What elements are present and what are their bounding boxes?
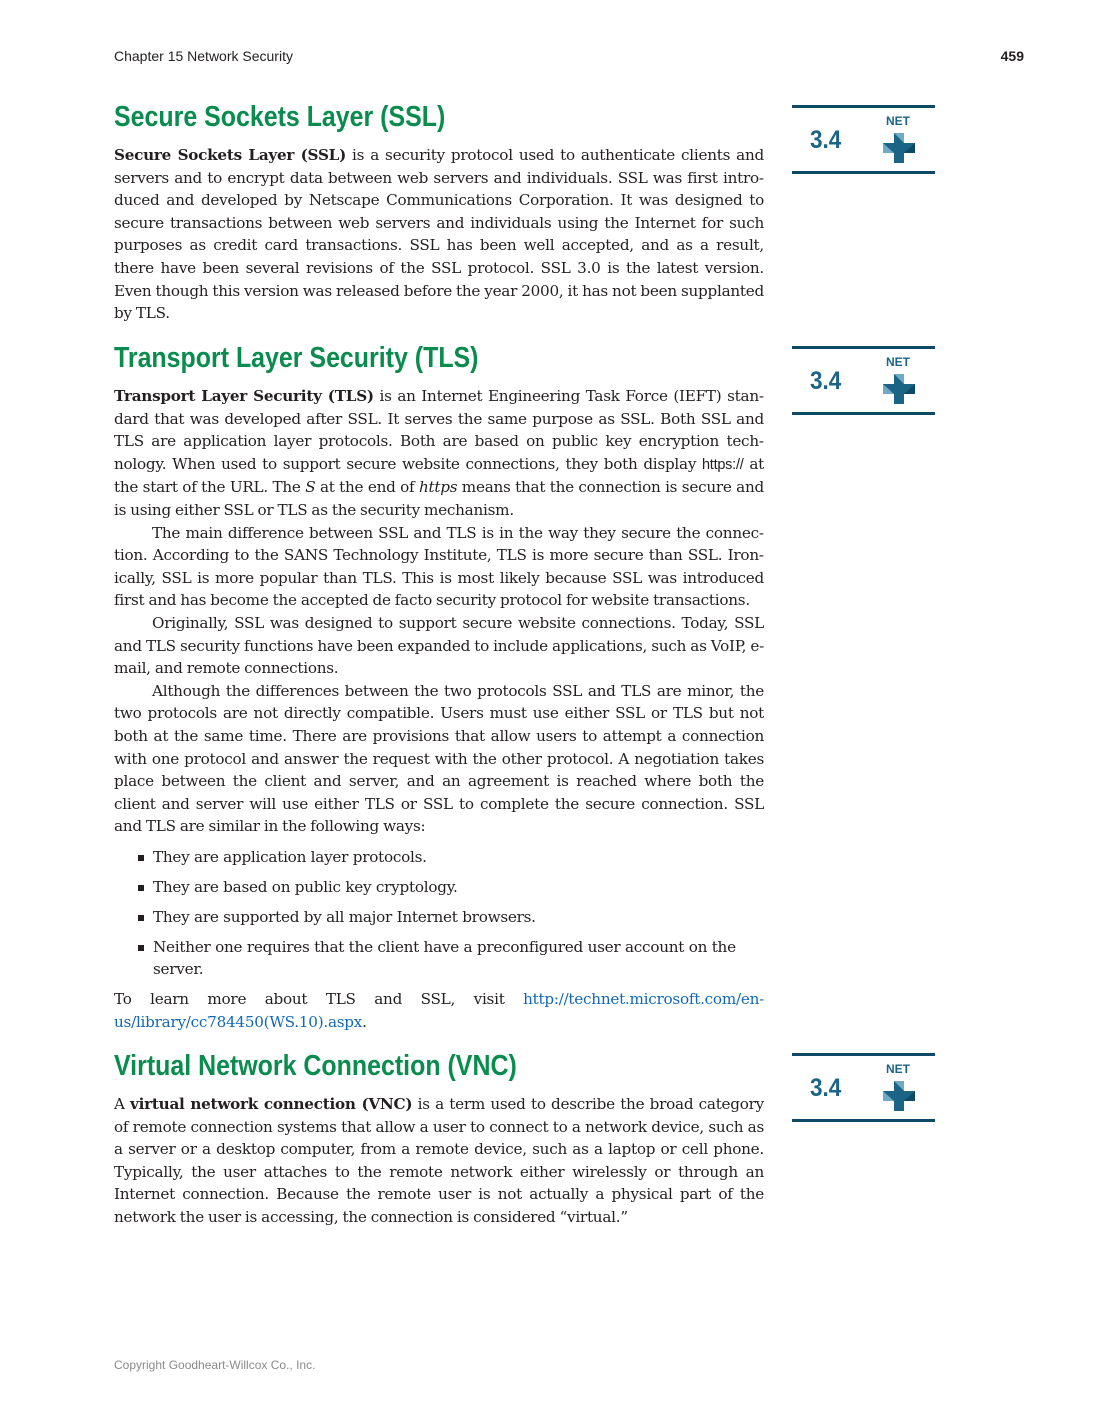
tls-paragraph-3: Originally, SSL was designed to support secure website connections. Today, SSL and TLS security functions have been expanded to include applications, such as VoIP, e-mail, and remote connections.: [114, 613, 764, 678]
net-label: NET: [886, 355, 910, 369]
ssl-paragraph: [114, 144, 764, 325]
objective-number: 3.4: [810, 126, 842, 154]
tls-paragraph-4: Although the differences between the two protocols SSL and TLS are minor, the two protocols are not directly compatible. Users must use either SSL or TLS but not both at the same time. There are provisions that allow users to attempt a connection with one protocol and answer the request with the other protocol. A negotiation takes place between the client and server, and an agreement is reached where both the client and server will use either TLS or SSL to complete the secure connection. SSL and TLS are similar in the following ways:: [114, 681, 764, 836]
tls-paragraph-1: [114, 385, 764, 522]
net-objective-marker: [792, 105, 935, 174]
tls-text-b: at the start of the URL. The: [114, 454, 764, 497]
list-item: Neither one requires that the client have a preconfigured user account on the server.: [114, 936, 764, 981]
heading-ssl: Secure Sockets Layer (SSL): [114, 101, 446, 133]
net-label: NET: [886, 114, 910, 128]
net-plus-icon: [881, 374, 917, 404]
learn-more-text: To learn more about TLS and SSL, visit: [114, 990, 524, 1009]
section-vnc: [114, 1049, 764, 1229]
tls-paragraph-5: [114, 988, 764, 1033]
net-plus-icon: [881, 133, 917, 163]
chapter-title: Chapter 15 Network Security: [114, 48, 293, 64]
italic-https: https: [418, 478, 458, 497]
objective-number: 3.4: [810, 367, 842, 395]
net-plus-icon: [881, 1081, 917, 1111]
heading-tls: Transport Layer Security (TLS): [114, 342, 479, 374]
vnc-text: is a term used to describe the broad category of remote connection systems that allow a user to connect to a network device, such as a server or a desktop computer, from a remote device, such as a laptop or cell phone. Typically, the user attaches to the remote network either wirelessly or through an Internet connection. Because the remote user is not actually a physical part of the network the user is accessing, the connection is considered “virtual.”: [114, 1095, 764, 1226]
term-ssl: Secure Sockets Layer (SSL): [114, 146, 347, 164]
tls-paragraph-2: The main difference between SSL and TLS is in the way they secure the connection. According to the SANS Technology Institute, TLS is more secure than SSL. Ironically, SSL is more popular than TLS. This is most likely because SSL was introduced first and has become the accepted de facto security protocol for website transactions.: [114, 523, 764, 610]
heading-vnc: Virtual Network Connection (VNC): [114, 1050, 517, 1082]
ssl-paragraph-text: is a security protocol used to authenticate clients and servers and to encrypt data between web servers and individuals. SSL was first introduced and developed by Netscape Communications Corporation. It was designed to secure transactions between web servers and individuals using the Internet for such purposes as credit card transactions. SSL has been well accepted, and as a result, there have been several revisions of the SSL protocol. SSL 3.0 is the latest version. Even though this version was released before the year 2000, it has not been supplanted by TLS.: [114, 146, 764, 323]
section-tls: [114, 341, 764, 1034]
net-label: NET: [886, 1062, 910, 1076]
term-tls: Transport Layer Security (TLS): [114, 387, 374, 405]
tls-text-d: means that the connection is secure and is using either SSL or TLS as the security mechanism.: [114, 478, 764, 519]
similarity-list: [114, 846, 764, 981]
vnc-paragraph: [114, 1093, 764, 1229]
list-item: They are supported by all major Internet browsers.: [114, 906, 764, 929]
term-vnc: virtual network connection (VNC): [130, 1095, 413, 1113]
list-item: They are application layer protocols.: [114, 846, 764, 869]
net-objective-marker: [792, 1053, 935, 1122]
vnc-pre: A: [114, 1095, 131, 1113]
list-item: They are based on public key cryptology.: [114, 876, 764, 899]
section-ssl: [114, 100, 764, 325]
https-code: https://: [701, 456, 744, 473]
net-objective-marker: [792, 346, 935, 415]
tls-text-c: at the end of: [315, 478, 419, 497]
objective-number: 3.4: [810, 1074, 842, 1102]
page-number: 459: [1000, 48, 1024, 64]
technet-link[interactable]: http://technet.microsoft.com/en-us/library/cc784450(WS.10).aspx: [114, 990, 764, 1031]
learn-more-end: .: [362, 1013, 367, 1031]
italic-s: S: [305, 478, 316, 497]
tls-text-a: is an Internet Engineering Task Force (IEFT) standard that was developed after SSL. It serves the same purpose as SSL. Both SSL and TLS are application layer protocols. Both are based on public key encryption technology. When used to support secure website connections, they both display: [114, 387, 764, 473]
copyright-footer: Copyright Goodheart-Willcox Co., Inc.: [114, 1358, 316, 1372]
running-head: [114, 48, 1024, 68]
